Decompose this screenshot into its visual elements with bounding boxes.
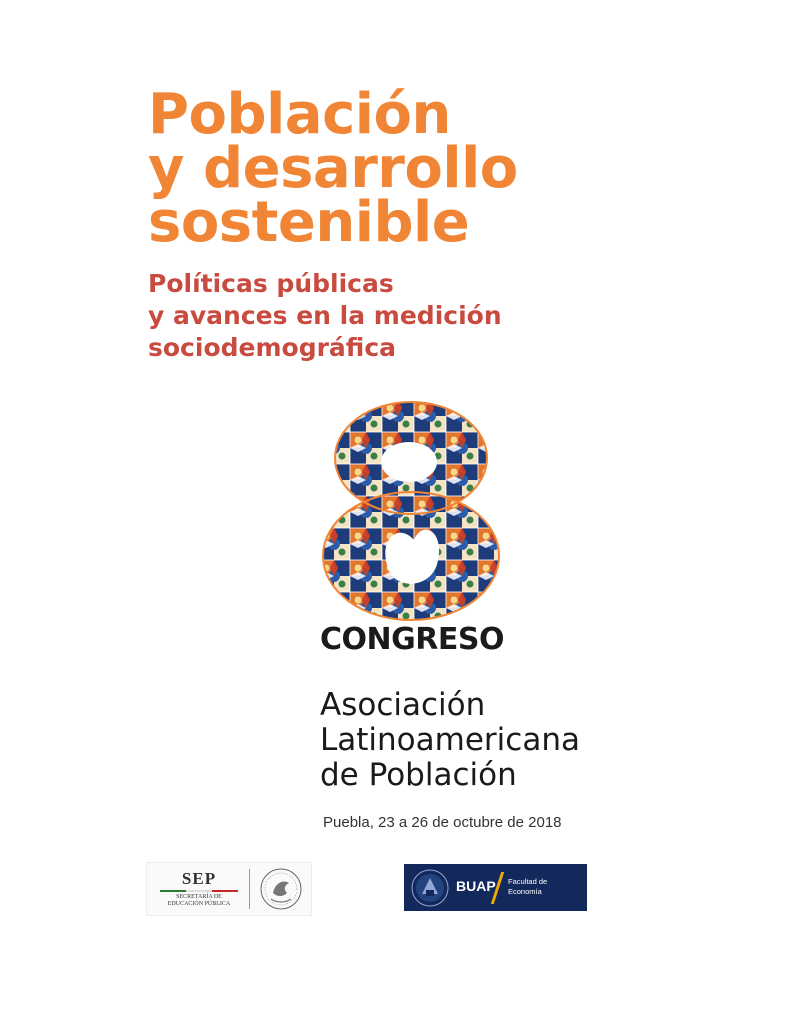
subtitle-line-1: Políticas públicas <box>148 269 394 298</box>
buap-logo <box>404 864 587 911</box>
title-line-3: sostenible <box>148 190 470 255</box>
sep-wordmark <box>153 869 245 908</box>
congreso-label: CONGRESO <box>320 622 504 657</box>
sep-sub-line-1: SECRETARÍA DE <box>176 894 222 900</box>
buap-faculty-line-2: Economía <box>508 887 542 896</box>
association-name <box>320 688 580 793</box>
title-line-1: Población <box>148 82 451 147</box>
sep-name: SEP <box>181 869 217 888</box>
sep-tricolor-bar <box>160 890 238 892</box>
tiled-eight-graphic <box>318 400 504 622</box>
subtitle-line-2: y avances en la medición <box>148 301 502 330</box>
subtitle <box>148 268 502 364</box>
sep-sub-line-2: EDUCACIÓN PÚBLICA <box>167 901 231 907</box>
buap-faculty <box>508 877 547 897</box>
mexico-coat-of-arms-icon <box>259 867 303 911</box>
place-date: Puebla, 23 a 26 de octubre de 2018 <box>323 814 562 831</box>
sep-logo <box>146 862 312 916</box>
buap-crest-icon <box>410 868 450 908</box>
subtitle-line-3: sociodemográfica <box>148 333 397 362</box>
eight-icon <box>318 400 504 622</box>
association-line-3: de Población <box>320 757 517 793</box>
title-line-2: y desarrollo <box>148 136 518 201</box>
buap-faculty-line-1: Facultad de <box>508 877 548 886</box>
sep-divider <box>249 869 250 909</box>
buap-name: BUAP <box>456 878 496 894</box>
association-line-2: Latinoamericana <box>320 722 580 758</box>
main-title <box>148 82 518 255</box>
association-line-1: Asociación <box>320 687 486 723</box>
